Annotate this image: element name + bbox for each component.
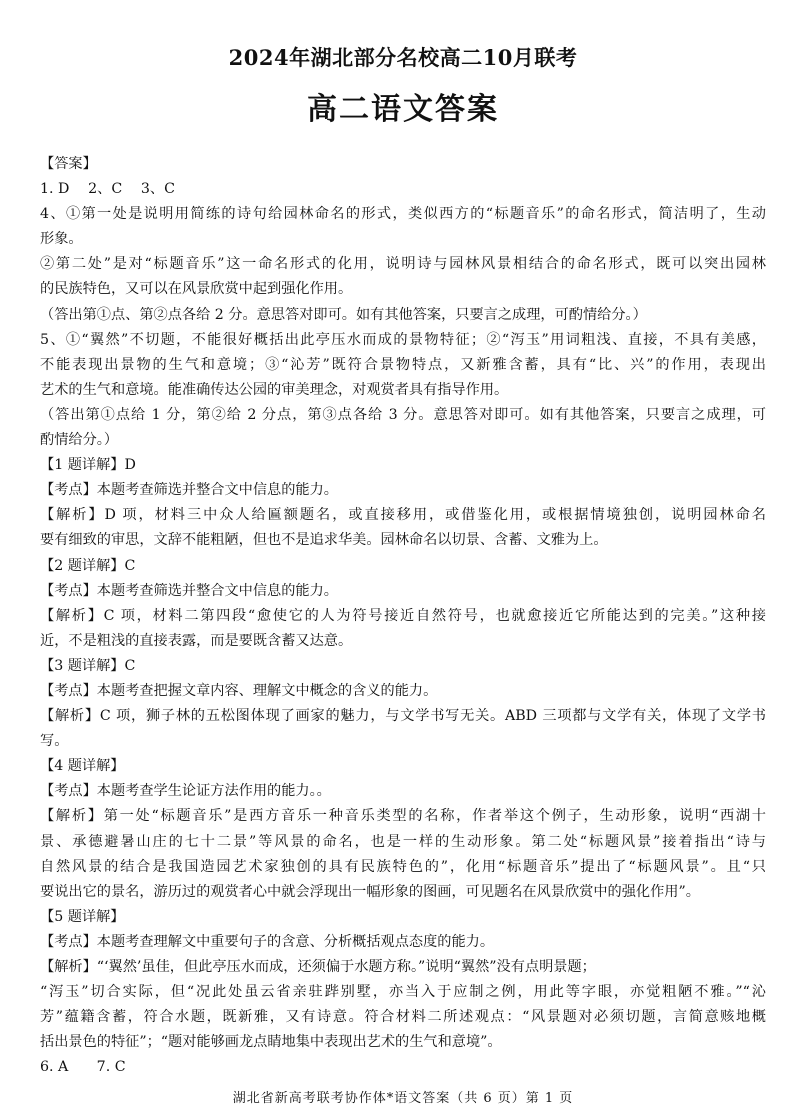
text-line: 【考点】本题考查筛选并整合文中信息的能力。 [40,482,338,499]
text-line: 的民族特色，又可以在风景欣赏中起到强化作用。 [40,281,353,298]
text-line: 【解析】D 项，材料三中众人给匾额题名，或直接移用，或借鉴化用，或根据情境独创，说明园林命名 [40,507,766,524]
text-line: 6. A 7. C [40,1059,126,1076]
text-line: 自然风景的结合是我国造园艺术家独创的具有民族特色的”，化用“标题音乐”提出了“标题风景”。且“只 [40,858,766,875]
text-line: ②第二处”是对“标题音乐”这一命名形式的化用，说明诗与园林风景相结合的命名形式，既可以突出园林 [40,256,766,273]
text-line: 括出景色的特征”；“题对能够画龙点睛地集中表现出艺术的生气和意境”。 [40,1034,502,1051]
text-line: 【5 题详解】 [40,908,125,925]
text-line: 芳”蕴籍含蓄，符合水题，既新雅，又有诗意。符合材料二所述观点：“风景题对必须切题，言简意赅地概 [40,1009,766,1026]
answer-title: 高二语文答案 [307,92,499,127]
exam-title: 2024年湖北部分名校高二10月联考 [228,45,578,70]
text-line: 要有细致的审思，文辞不能粗陋，但也不是追求华美。园林命名以切景、含蓄、文雅为上。 [40,532,608,549]
text-line: 【考点】本题考查学生论证方法作用的能力。。 [40,783,331,800]
text-line: 1. D 2、C 3、C [40,181,175,198]
text-line: 4、①第一处是说明用简练的诗句给园林命名的形式，类似西方的“标题音乐”的命名形式，简洁明了，生动 [40,206,766,223]
text-line: 【考点】本题考查理解文中重要句子的含意、分析概括观点态度的能力。 [40,933,495,950]
text-line: 【3 题详解】C [40,657,136,674]
text-line: 【解析】“‘翼然’虽佳，但此亭压水而成，还须偏于水题方称。”说明“翼然”没有点明景题； [40,959,596,975]
text-line: 要说出它的景名，游历过的观赏者心中就会浮现出一幅形象的图画，可见题名在风景欣赏中的强化作用”。 [40,883,700,900]
text-line: 近，不是粗浅的直接表露，而是要既含蓄又达意。 [40,632,353,649]
text-line: 【解析】第一处“标题音乐”是西方音乐一种音乐类型的名称，作者举这个例子，生动形象，说明“西湖十 [40,808,766,825]
text-line: 写。 [40,733,69,750]
text-line: 【解析】C 项，狮子林的五松图体现了画家的魅力，与文学书写无关。ABD 三项都与文学有关，体现了文学书 [40,708,766,725]
text-line: 景、承德避暑山庄的七十二景”等风景的命名，也是一样的生动形象。第二处“标题风景”接着指出“诗与 [40,833,766,850]
text-line: 【2 题详解】C [40,557,136,574]
page-footer: 湖北省新高考联考协作体*语文答案（共 6 页）第 1 页 [232,1091,574,1106]
text-line: “泻玉”切合实际，但“况此处虽云省亲驻跸别墅，亦当入于应制之例，用此等字眼，亦觉粗陋不雅。”“沁 [40,984,766,1001]
text-line: 艺术的生气和意境。能准确传达公园的审美理念，对观赏者具有指导作用。 [40,381,509,398]
text-line: （答出第①点给 1 分，第②给 2 分点，第③点各给 3 分。意思答对即可。如有其他答案，只要言之成理，可 [40,406,766,423]
text-line: 【解析】C 项，材料二第四段“愈使它的人为符号接近自然符号，也就愈接近它所能达到的完美。”这种接 [40,607,766,624]
text-line: 酌情给分。） [40,432,119,449]
text-line: 5、①“翼然”不切题，不能很好概括出此亭压水而成的景物特征；②“泻玉”用词粗浅、直接，不具有美感， [40,331,766,348]
text-line: 【1 题详解】D [40,457,136,474]
text-line: （答出第①点、第②点各给 2 分。意思答对即可。如有其他答案，只要言之成理，可酌情给分。） [40,306,647,323]
text-line: 不能表现出景物的生气和意境；③“沁芳”既符合景物特点，又新雅含蓄，具有“比、兴”的作用，表现出 [40,356,766,373]
text-line: 【考点】本题考查把握文章内容、理解文中概念的含义的能力。 [40,682,438,699]
text-line: 【答案】 [40,156,97,172]
answer-body [40,152,766,1080]
text-line: 【考点】本题考查筛选并整合文中信息的能力。 [40,582,338,599]
text-line: 【4 题详解】 [40,758,125,775]
text-line: 形象。 [40,231,83,248]
